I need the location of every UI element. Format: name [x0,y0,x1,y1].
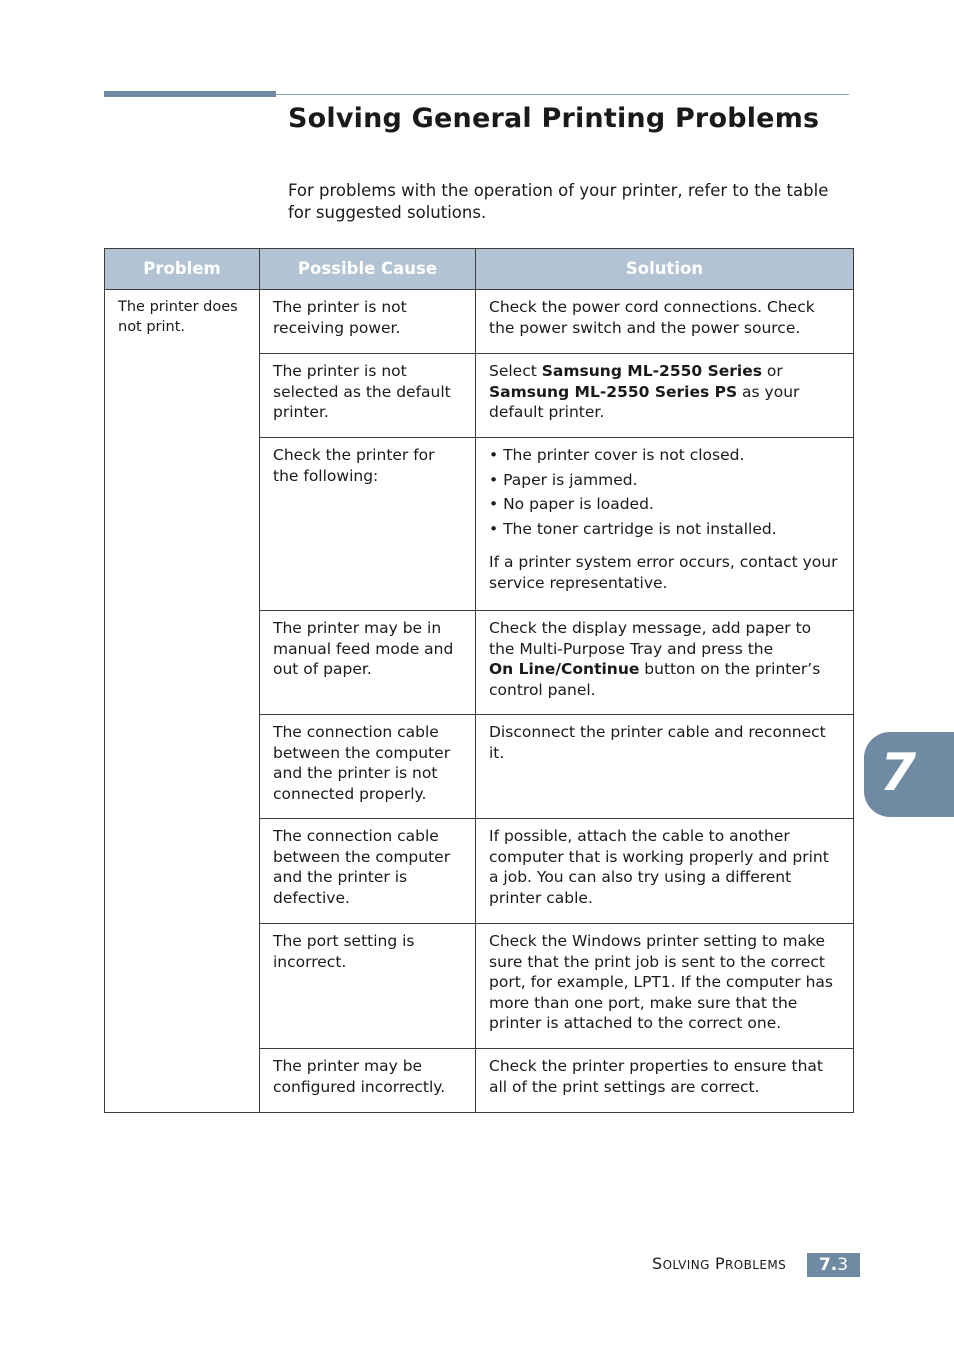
solution-text: button on the printer’s control panel. [489,660,821,699]
solution-bold-text: Samsung ML-2550 Series [541,362,762,380]
problem-cell: The printer does not print. [105,290,260,1113]
solution-bold-text: Samsung ML-2550 Series PS [489,382,738,401]
cause-cell: The port setting is incorrect. [260,924,476,1049]
troubleshooting-table [104,248,854,1113]
solution-cell: Check the printer properties to ensure that all of the print settings are correct. [476,1049,854,1113]
page-number: 3 [837,1255,849,1275]
list-item: • The toner cartridge is not installed. [489,519,777,538]
solution-text: Check the display message, add paper to the Multi-Purpose Tray and press the [489,619,812,658]
solution-cell: Check the power cord connections. Check the power switch and the power source. [476,290,854,354]
page-title: Solving General Printing Problems [288,103,820,134]
solution-cell: Disconnect the printer cable and reconnect it. [476,715,854,819]
page-chapter: 7. [818,1255,838,1275]
solution-cell [476,438,854,611]
cause-cell: The printer may be in manual feed mode and out of paper. [260,611,476,715]
solution-note: If a printer system error occurs, contact your service representative. [489,553,838,592]
solution-cell [476,354,854,438]
list-item: • Paper is jammed. [489,470,638,489]
list-item: • The printer cover is not closed. [489,446,745,464]
header-problem: Problem [105,249,260,290]
cause-cell: The printer is not selected as the default printer. [260,354,476,438]
list-item: • No paper is loaded. [489,495,654,513]
solution-text: as your default printer. [489,382,800,421]
solution-text: Select [489,362,542,380]
cause-cell: The printer is not receiving power. [260,290,476,354]
solution-cell [476,611,854,715]
solution-text: or [761,362,783,380]
footer-section-title: SOLVING PROBLEMS [652,1254,787,1273]
solution-cell: If possible, attach the cable to another computer that is working properly and print a job. You can also try using a different printer cable. [476,819,854,924]
header-rule-thick [104,91,276,97]
solution-bold-text: On Line/Continue [489,660,640,678]
cause-cell: The connection cable between the computer and the printer is not connected properly. [260,715,476,819]
chapter-number: 7 [880,743,917,803]
table-header-row [105,249,854,290]
bullet-list [489,445,841,539]
table-row [105,290,854,354]
page-number-badge [807,1253,860,1277]
solution-cell: Check the Windows printer setting to make sure that the print job is sent to the correct port, for example, LPT1. If the computer has more than one port, make sure that the printer is attached to the correct one. [476,924,854,1049]
cause-cell: The printer may be configured incorrectly. [260,1049,476,1113]
header-rule-thin [276,94,849,95]
cause-cell: Check the printer for the following: [260,438,476,611]
cause-cell: The connection cable between the computer and the printer is defective. [260,819,476,924]
header-solution: Solution [476,249,854,290]
intro-paragraph: For problems with the operation of your printer, refer to the table for suggested solutions. [288,181,829,222]
header-possible-cause: Possible Cause [260,249,476,290]
